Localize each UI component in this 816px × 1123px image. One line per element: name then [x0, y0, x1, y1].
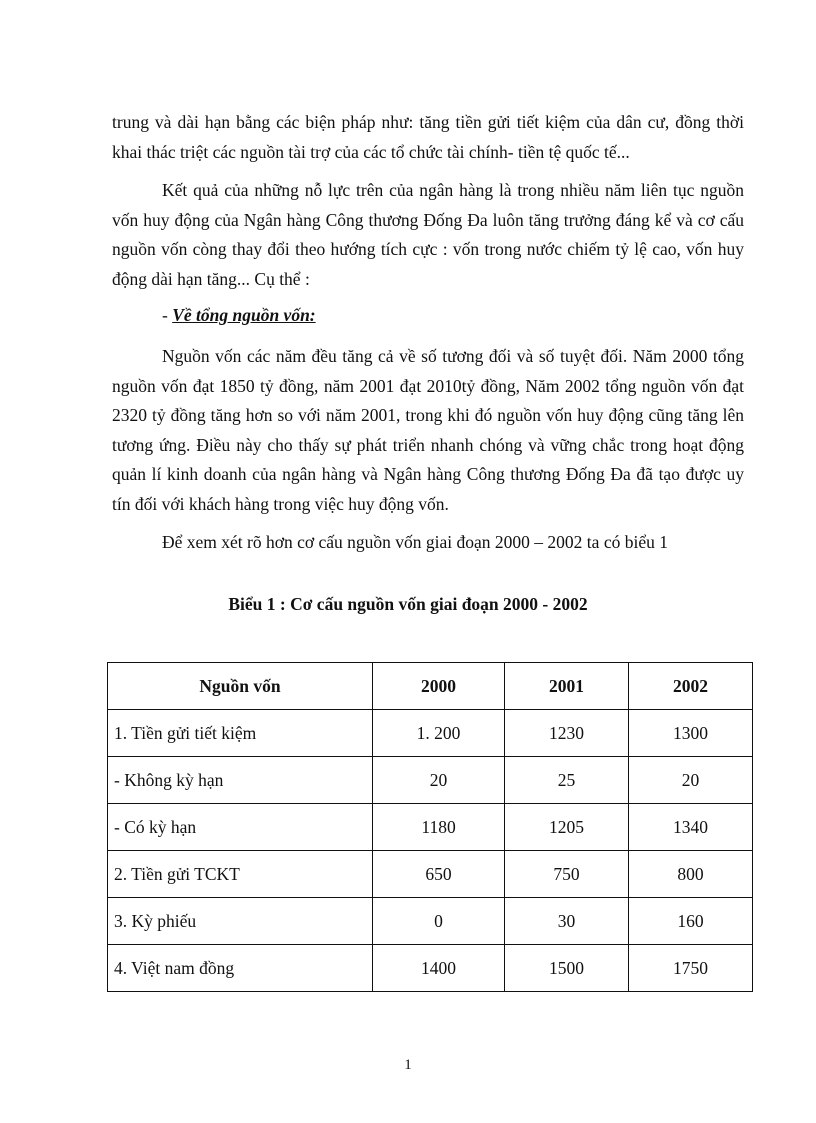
cell-2000: 20 [373, 757, 505, 804]
row-label: 4. Việt nam đồng [108, 945, 373, 992]
row-label: 3. Kỳ phiếu [108, 898, 373, 945]
table-row [108, 804, 753, 851]
header-2001: 2001 [505, 663, 629, 710]
cell-2000: 650 [373, 851, 505, 898]
cell-2002: 1750 [629, 945, 753, 992]
table-header-row [108, 663, 753, 710]
cell-2001: 750 [505, 851, 629, 898]
cell-2001: 1230 [505, 710, 629, 757]
row-label: - Không kỳ hạn [108, 757, 373, 804]
cell-2002: 800 [629, 851, 753, 898]
cell-2001: 25 [505, 757, 629, 804]
page-number: 1 [404, 1057, 412, 1073]
cell-2001: 30 [505, 898, 629, 945]
table-row [108, 851, 753, 898]
paragraph-total-capital: Nguồn vốn các năm đều tăng cả về số tương đối và số tuyệt đối. Năm 2000 tổng nguồn vốn đạt 1850 tỷ đồng, năm 2001 đạt 2010tỷ đồng, Năm 2002 tổng nguồn vốn đạt 2320 tỷ đồng tăng hơn so với năm 2001, trong khi đó nguồn vốn huy động cũng tăng lên tương ứng. Điều này cho thấy sự phát triển nhanh chóng và vững chắc trong hoạt động quản lí kinh doanh của ngân hàng và Ngân hàng Công thương Đống Đa đã tạo được uy tín đối với khách hàng trong việc huy động vốn. [112, 346, 744, 514]
paragraph-intro-table: Để xem xét rõ hơn cơ cấu nguồn vốn giai đoạn 2000 – 2002 ta có biểu 1 [162, 532, 668, 552]
paragraph-results: Kết quả của những nỗ lực trên của ngân hàng là trong nhiều năm liên tục nguồn vốn huy động của Ngân hàng Công thương Đống Đa luôn tăng trưởng đáng kể và cơ cấu nguồn vốn còng thay đổi theo hướng tích cực : vốn trong nước chiếm tỷ lệ cao, vốn huy động dài hạn tăng... Cụ thể : [112, 180, 744, 289]
cell-2002: 20 [629, 757, 753, 804]
capital-structure-table [107, 662, 753, 992]
table-row [108, 898, 753, 945]
cell-2002: 1340 [629, 804, 753, 851]
section-heading [162, 301, 316, 331]
table-title: Biểu 1 : Cơ cấu nguồn vốn giai đoạn 2000 - 2002 [228, 594, 588, 614]
cell-2000: 0 [373, 898, 505, 945]
table-row [108, 945, 753, 992]
cell-2000: 1. 200 [373, 710, 505, 757]
row-label: - Có kỳ hạn [108, 804, 373, 851]
row-label: 2. Tiền gửi TCKT [108, 851, 373, 898]
cell-2001: 1205 [505, 804, 629, 851]
header-2000: 2000 [373, 663, 505, 710]
table-row [108, 757, 753, 804]
cell-2000: 1180 [373, 804, 505, 851]
cell-2002: 1300 [629, 710, 753, 757]
heading-text: Về tổng nguồn vốn: [172, 305, 316, 325]
header-2002: 2002 [629, 663, 753, 710]
cell-2000: 1400 [373, 945, 505, 992]
heading-dash: - [162, 305, 173, 325]
table-row [108, 710, 753, 757]
cell-2002: 160 [629, 898, 753, 945]
header-source: Nguồn vốn [108, 663, 373, 710]
row-label: 1. Tiền gửi tiết kiệm [108, 710, 373, 757]
cell-2001: 1500 [505, 945, 629, 992]
paragraph-continuation: trung và dài hạn bằng các biện pháp như: tăng tiền gửi tiết kiệm của dân cư, đồng thời khai thác triệt các nguồn tài trợ của các tổ chức tài chính- tiền tệ quốc tế... [112, 112, 744, 162]
